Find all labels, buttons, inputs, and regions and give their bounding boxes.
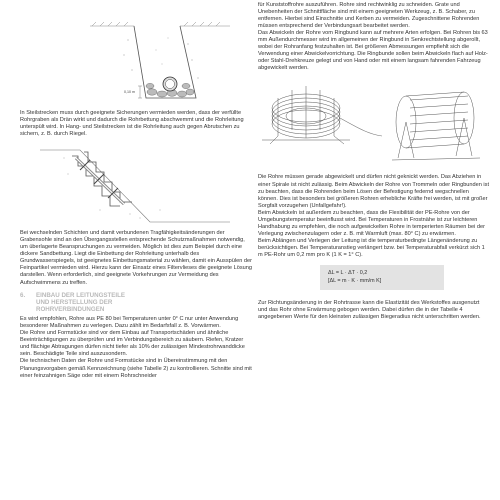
steep-slope-trench-illustration [40,144,230,226]
paragraph: Beim Ablängen und Verlegen der Leitung ist die temperaturbedingte Längenänderung zu berücksichtigen. Bei Temperaturanstieg verlängert bzw. bei Temperaturabfall verkürzt sich 1 m PE-Rohr um 0,2 mm pro K (1 K = 1° C). [258,237,485,258]
paragraph: Die Rohre müssen gerade abgewickelt und dürfen nicht geknickt werden. Das Abziehen in einer Spirale ist nicht zulässig. Beim Abwickeln der Rohre von Trommeln oder Ringbunden ist zu beachten, dass die Rohrenden beim Lösen der Befestigung federnd wegschnellen können. Dies ist besonders bei größeren Rohren erhebliche Kräfte frei werden, ist mit großer Sorgfalt vorzugehen (Unfallgefahr!). [258,174,490,209]
section-title-line: ROHRVERBINDUNGEN [36,305,105,313]
figure-coil-unwinding [258,78,490,170]
section-heading [20,292,252,314]
paragraph: für Kunststoffrohre auszuführen. Rohre sind rechtwinklig zu schneiden. Grate und Unebenheiten der Schnittfläche sind mit einem geeigneten Werkzeug, z. B. Schaber, zu entfernen. Hierbei sind Einschnitte und Kerben zu vermeiden. Zugeschnittene Rohrenden müssen entsprechend der Verbindungsart bearbeitet werden. [258,2,480,30]
paragraph: Bei wechselnden Schichten und damit verbundenen Tragfähigkeitsänderungen der Grabensohle sind an den Übergangsstellen entsprechende Schutzmaßnahmen notwendig, um überlagerte Beanspruchungen zu vermeiden. Möglich ist dies zum Beispiel durch eine dickere Sandbettung. Liegt die Einbettung der Rohrleitung unterhalb des Grundwasserspiegels, ist geeignetes Einbettungsmaterial zu wählen, damit ein Ausspülen der Feinpartikel vermieden wird. Hierzu kann der Einsatz eines Filtervlieses die geeignete Lösung darstellen. Wenn erforderlich, sind geeignete Vorkehrungen zur Vermeidung des Aufschwimmens zu treffen. [20,230,252,286]
dimension-label: 0,10 m [124,90,135,94]
paragraph: Es wird empfohlen, Rohre aus PE 80 bei Temperaturen unter 0° C nur unter Anwendung besonderer Maßnahmen zu verlegen. Dazu zählt im Bedarfsfall z. B. Vorwärmen. [20,316,239,330]
figure-steep-slope-trench [40,144,230,226]
section-title-line: EINBAU DER LEITUNGSTEILE [36,291,126,299]
paragraph: Beim Abwickeln ist außerdem zu beachten, dass die Flexibilität der PE-Rohre von der Umgebungstemperatur beeinflusst wird. Bei Temperaturen in Frostnähe ist zur leichteren Handhabung zu empfehlen, die noch aufgewickelten Rohre in temperierten Räumen bei der Verlegung zwischenzulagern oder z. B. mit Warmluft (max. 80° C) zu erwärmen. [258,209,486,237]
paragraph: Die Rohre und Formstücke sind vor dem Einbau auf Transportschäden und ähnliche Beeinträchtigungen zu überprüfen und im Verbindungsbereich zu säubern. Riefen, Kratzer und flächige Abtragungen dürfen nicht tiefer als 10% der zulässigen Mindestrohrwanddicke sein. Beschädigte Teile sind auszusondern. [20,330,245,358]
trench-cross-section-illustration [90,0,230,106]
formula-units: [ΔL = m · K · mm/m K] [328,277,382,284]
paragraph: Die technischen Daten der Rohre und Formstücke sind in Übereinstimmung mit den Planungsvorgaben gemäß Kennzeichnung (siehe Tabelle 2) zu kontrollieren. Schnitte sind mit einer feinzahnigen Säge oder mit einem Rohrschneider [20,358,252,379]
formula-box [320,265,444,290]
section-number: 6. [20,291,26,299]
paragraph: Zur Richtungsänderung in der Rohrtrasse kann die Elastizität des Werkstoffes ausgenutzt und das Rohr ohne Erwärmung gebogen werden. Dabei dürfen die in der Tabelle 4 angegebenen Werte für den kleinsten zulässigen Biegeradius nicht unterschritten werden. [258,300,481,321]
figure-trench-cross-section [90,0,230,106]
right-column [258,0,490,321]
paragraph: Das Abwickeln der Rohre vom Ringbund kann auf mehrere Arten erfolgen. Bei Rohren bis 63 mm Außendurchmesser wird im allgemeinen der Ringbund in Senkrechtstellung abgerollt, wobei der Rohranfang festzuhalten ist. Bei größeren Abmessungen empfiehlt sich die Verwendung einer Abwickelvorrichtung. Die Ringbunde sollen beim Abwickeln flach auf Holz- oder Stahl-Drehkreuze gelegt und von Hand oder mit einem langsam fahrenden Fahrzeug abgewickelt werden. [258,30,488,72]
section-title-line: UND HERSTELLUNG DER [36,298,113,306]
paragraph: In Steilstrecken muss durch geeignete Sicherungen vermieden werden, dass der verfüllte Rohrgraben als Drän wirkt und dadurch die Rohrbettung abschwemmt und die Rohrleitung unterspült wird. In Hang- und Steilstrecken ist die Rohrleitung auch gegen Abrutschen zu sichern, z. B. durch Riegel. [20,110,244,138]
formula-line: ΔL = L · ΔT · 0,2 [328,270,368,277]
coil-unwinding-illustration [258,78,490,170]
left-column [20,0,252,380]
